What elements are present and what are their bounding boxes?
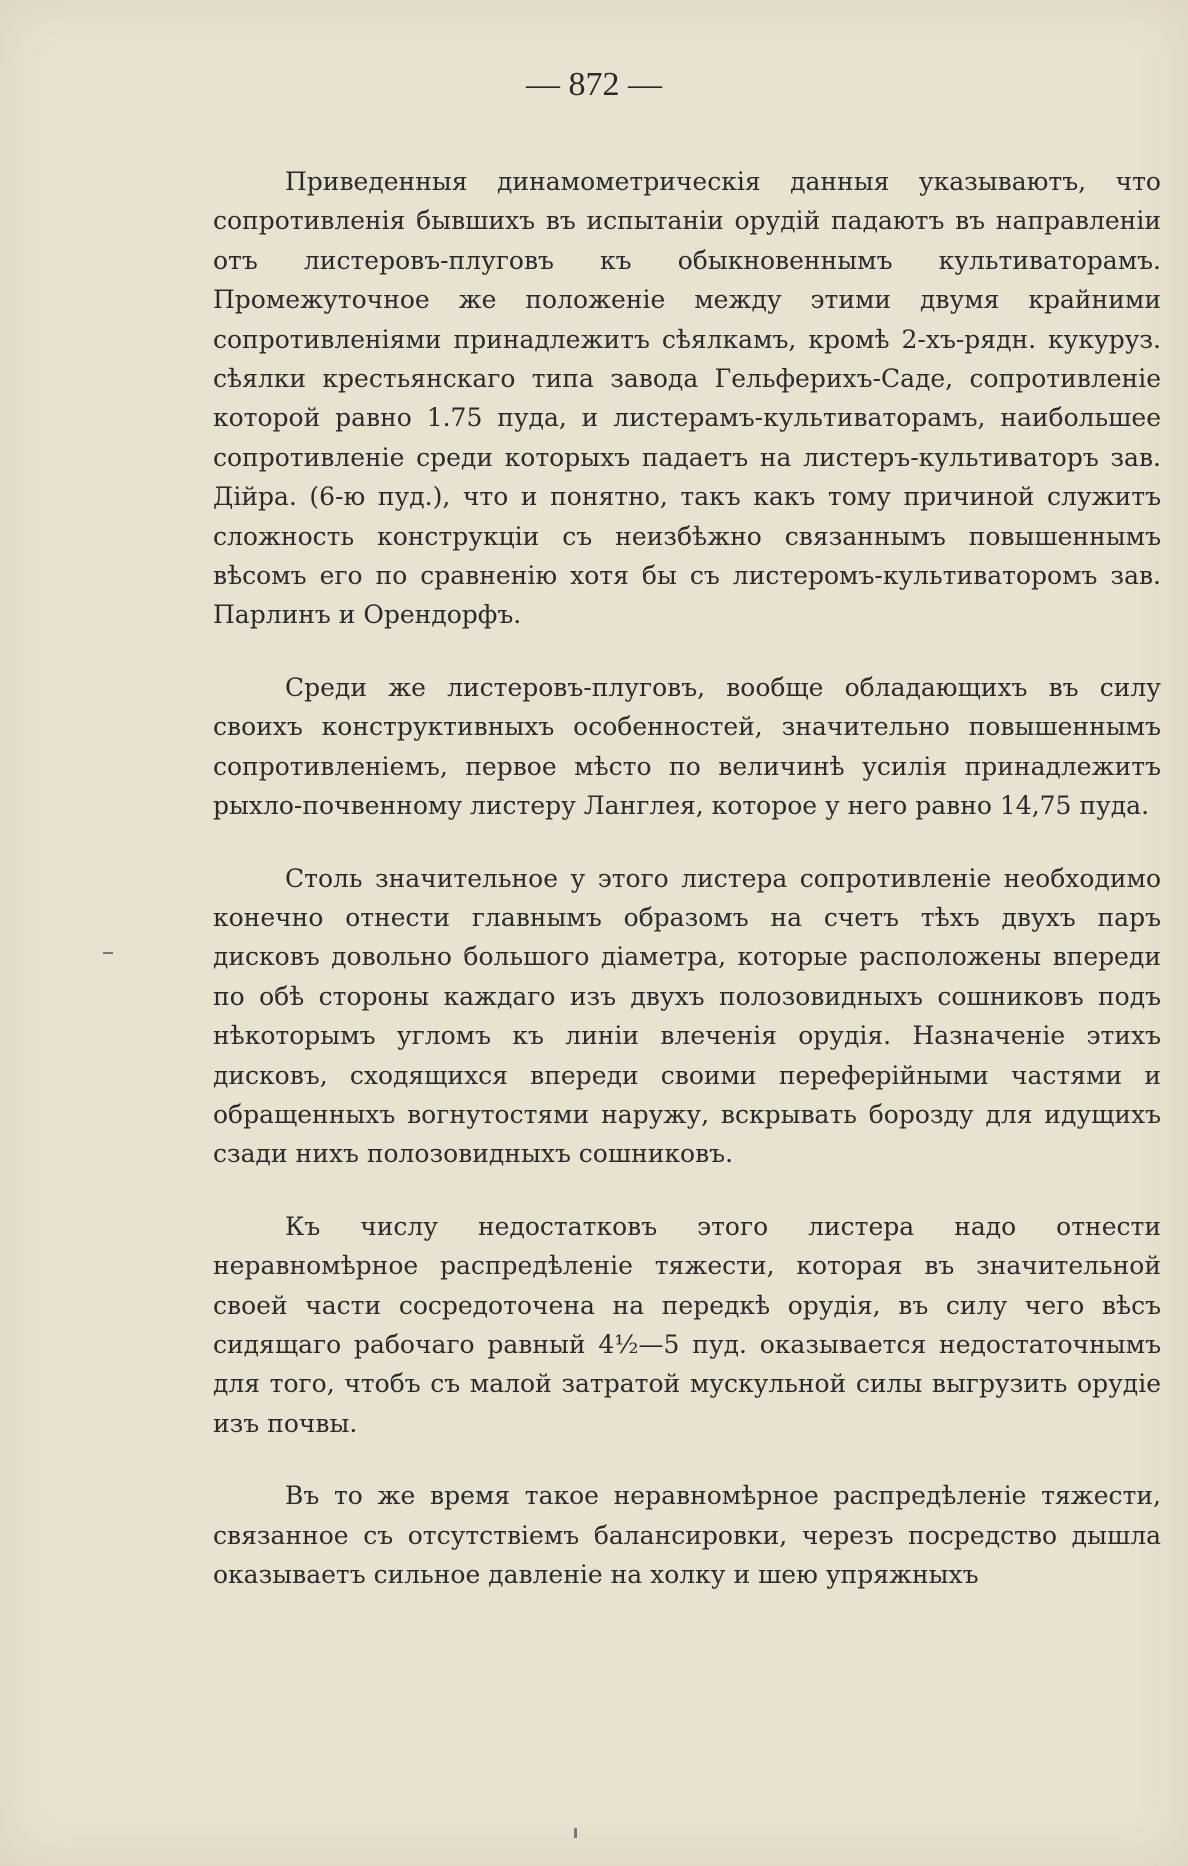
print-speck [574,1828,577,1838]
margin-mark [103,952,113,954]
page-number: — 872 — [526,66,662,103]
paragraph-5: Въ то же время такое неравномѣрное распредѣленіе тяжести, связанное съ отсутствіемъ балансировки, черезъ посредство дышла оказываетъ сильное давленіе на холку и шею упряжныхъ [213,1481,1161,1589]
paragraph-3: Столь значительное у этого листера сопротивленіе необходимо конечно отнести главнымъ образомъ на счетъ тѣхъ двухъ паръ дисковъ довольно большого діаметра, которые расположены впереди по обѣ стороны каждаго изъ двухъ полозовидныхъ сошниковъ подъ нѣкоторымъ угломъ къ линіи влеченія орудія. Назначеніе этихъ дисковъ, сходящихся впереди своими переферійными частями и обращенныхъ вогнутостями наружу, вскрывать борозду для идущихъ сзади нихъ полозовидныхъ сошниковъ. [213,863,1161,1169]
paragraph-2: Среди же листеровъ-плуговъ, вообще обладающихъ въ силу своихъ конструктивныхъ особенностей, значительно повышеннымъ сопротивленіемъ, первое мѣсто по величинѣ усилія принадлежитъ рыхло-почвенному листеру Ланглея, которое у него равно 14,75 пуда. [213,672,1161,821]
paragraph-4: Къ числу недостатковъ этого листера надо отнести неравномѣрное распредѣленіе тяжести, которая въ значительной своей части сосредоточена на передкѣ орудія, въ силу чего вѣсъ сидящаго рабочаго равный 4½—5 пуд. оказывается недостаточнымъ для того, чтобъ съ малой затратой мускульной силы выгрузить орудіе изъ почвы. [213,1211,1161,1438]
body-text [213,162,1161,1594]
paragraph-1: Приведенныя динамометрическія данныя указываютъ, что сопротивленія бывшихъ въ испытаніи орудій падаютъ въ направленіи отъ листеровъ-плуговъ къ обыкновеннымъ культиваторамъ. Промежуточное же положеніе между этими двумя крайними сопротивленіями принадлежитъ сѣялкамъ, кромѣ 2-хъ-рядн. кукуруз. сѣялки крестьянскаго типа завода Гельферихъ-Саде, сопротивленіе которой равно 1.75 пуда, и листерамъ-культиваторамъ, наибольшее сопротивленіе среди которыхъ падаетъ на листеръ-культиваторъ зав. Дійра. (6-ю пуд.), что и понятно, такъ какъ тому причиной служитъ сложность конструкціи съ неизбѣжно связаннымъ повышеннымъ вѣсомъ его по сравненію хотя бы съ листеромъ-культиваторомъ зав. Парлинъ и Орендорфъ. [213,167,1161,630]
